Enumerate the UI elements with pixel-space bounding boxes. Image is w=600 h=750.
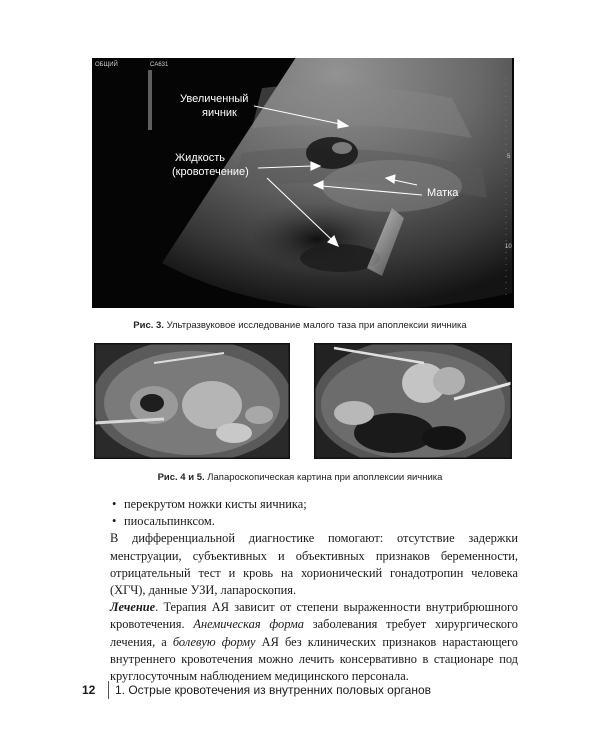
laparoscopy-photo-5 — [314, 343, 512, 459]
treatment-italic-pain: болевую форму — [172, 634, 256, 649]
figure45-caption-number: Рис. 4 и 5. — [157, 472, 205, 483]
figure3-caption — [0, 320, 600, 331]
page-footer — [82, 682, 431, 700]
depth-scale-5: 5 — [507, 154, 511, 160]
body-text — [110, 496, 518, 685]
figure3-caption-text: Ультразвуковое исследование малого таза при апоплексии яичника — [163, 320, 467, 331]
label-fluid-2: (кровотечение) — [172, 166, 249, 178]
figure3-caption-number: Рис. 3. — [133, 320, 164, 331]
label-enlarged-ovary-1: Увеличенный — [180, 93, 249, 105]
list-item: • пиосальпинксом. — [110, 513, 518, 530]
page-number: 12 — [82, 683, 96, 698]
label-fluid-1: Жидкость — [175, 152, 226, 164]
depth-scale-10: 10 — [505, 244, 512, 250]
treatment-text-c: АЯ без клинических признаков нарастающего внутреннего кровотечения можно лечить консервативно в стационаре под круглосуточным наблюдением медицинского персонала. — [110, 634, 518, 684]
treatment-text-a: . Терапия АЯ зависит от степени выраженности внутрибрюшного кровотечения. — [110, 600, 518, 632]
paragraph-diagnostics: В дифференциальной диагностике помогают: отсутствие задержки менструации, субъективных и объективных признаков беременности, отрицательный тест и кровь на хорионический гонадотропин человека (ХГЧ), данные УЗИ, лапароскопия. — [110, 531, 518, 598]
treatment-text-b: заболевания требует хирургического лечения, а — [110, 617, 519, 649]
treatment-italic-anemic: Анемическая форма — [193, 617, 304, 632]
paragraph-treatment — [110, 599, 518, 685]
figure45-caption — [0, 472, 600, 483]
footer-divider — [108, 681, 109, 699]
label-enlarged-ovary-2: яичник — [202, 107, 237, 119]
ultrasound-header-right: CA631 — [150, 62, 169, 68]
ultrasound-image — [92, 58, 514, 308]
chapter-title: 1. Острые кровотечения из внутренних половых органов — [115, 683, 431, 698]
treatment-lead: Лечение — [110, 600, 156, 615]
laparoscopy-photo-4 — [94, 343, 290, 459]
ultrasound-header-left: ОБЩИЙ — [95, 62, 118, 68]
label-uterus: Матка — [427, 187, 459, 199]
list-item: • перекрутом ножки кисты яичника; — [110, 496, 518, 513]
figure45-caption-text: Лапароскопическая картина при апоплексии яичника — [204, 472, 443, 483]
